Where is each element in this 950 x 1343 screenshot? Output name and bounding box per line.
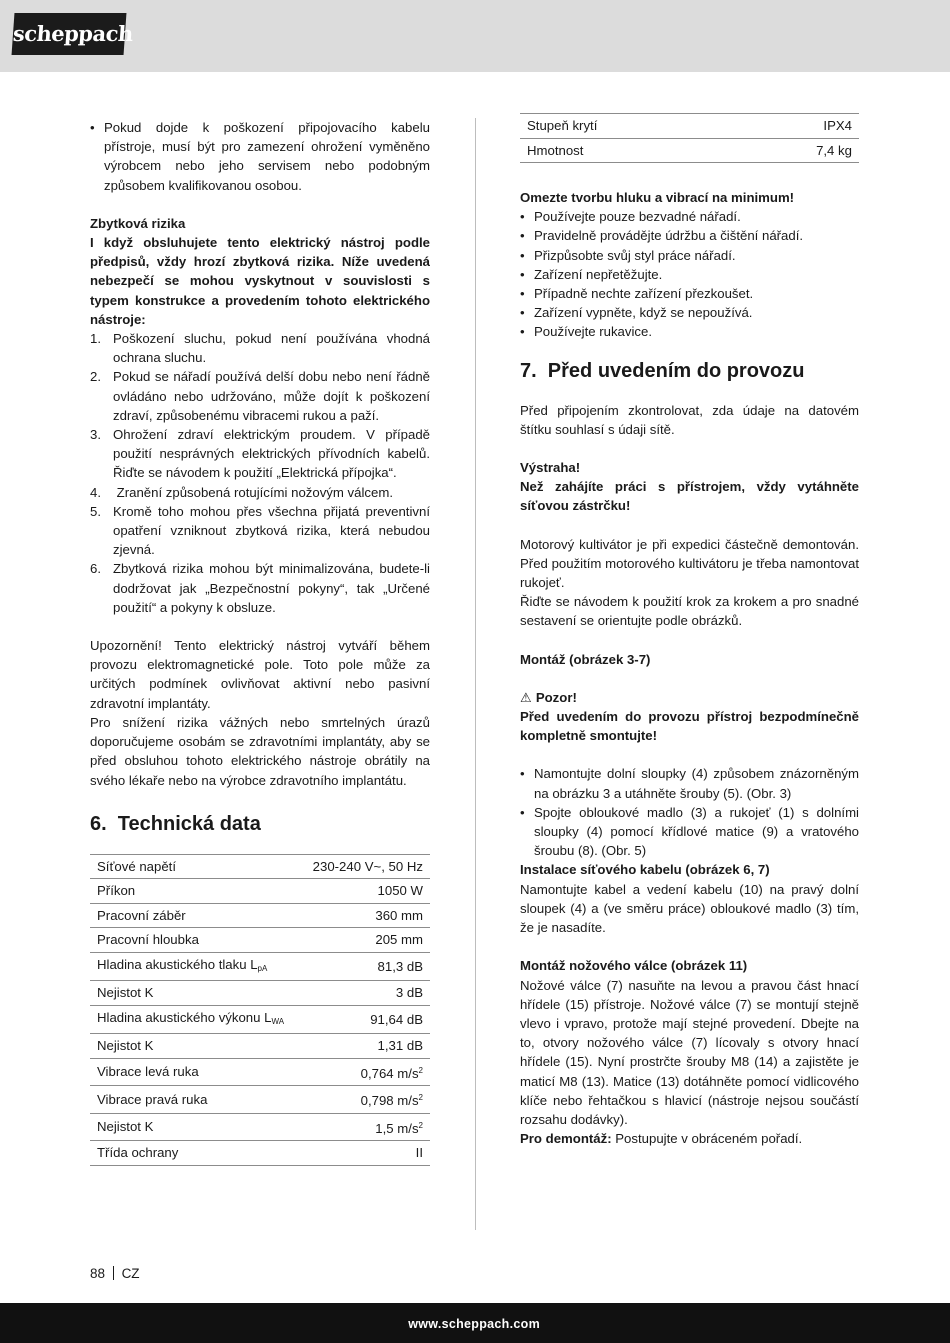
bullet-mark: • [520, 228, 525, 244]
footer-bar [0, 1303, 950, 1343]
item-text: Případně nechte zařízení přezkoušet. [534, 286, 754, 302]
bullet-mark: • [520, 305, 525, 321]
language-code: CZ [121, 1266, 140, 1281]
table-row [90, 952, 430, 981]
caution-title: Pozor! [535, 689, 577, 705]
table-row [90, 854, 430, 879]
row-label [90, 1005, 300, 1034]
shipping-note: Motorový kultivátor je při expedici částečně demontován. Před použitím motorového kultivátoru je třeba namontovat rukojeť. [520, 536, 859, 591]
bullet-mark: • [520, 286, 525, 302]
row-value: 1050 W [300, 879, 430, 904]
item-text: Zbytková rizika mohou být minimalizována, budete-li dodržovat jak „Bezpečnostní pokyny“, tak „Určené použití“ a pokyny k obsluze. [113, 561, 430, 615]
row-value: 91,64 dB [300, 1005, 430, 1034]
table-row [90, 1086, 430, 1114]
item-text: Zařízení vypněte, když se nepoužívá. [534, 305, 753, 321]
page-footer [90, 1264, 140, 1283]
label-text: Hladina akustického tlaku L [97, 956, 258, 972]
table-row [90, 1034, 430, 1059]
value-superscript: 2 [418, 1093, 423, 1103]
row-label [90, 952, 300, 981]
table-row [90, 1113, 430, 1141]
item-text: Zařízení nepřetěžujte. [534, 266, 663, 282]
warning-title: Výstraha! [520, 460, 581, 476]
row-value: 81,3 dB [300, 952, 430, 981]
item-text: Spojte obloukové madlo (3) a rukojeť (1) s dolními sloupky (4) pomocí křídlové matice (9) a vratového šroubu (8). (Obr. 5) [534, 804, 859, 859]
row-label: Třída ochrany [90, 1141, 300, 1166]
list-item [90, 502, 430, 560]
instructions-note: Řiďte se návodem k použití krok za krokem a pro snadné sestavení se orientujte podle obrázků. [520, 594, 859, 629]
item-text: Pravidelně provádějte údržbu a čištění nářadí. [534, 228, 804, 244]
list-item [520, 322, 859, 341]
row-label: Stupeň krytí [520, 114, 733, 139]
item-number: 4. [90, 484, 101, 500]
row-label: Pracovní hloubka [90, 928, 300, 953]
list-item [90, 483, 430, 502]
footer-separator [113, 1266, 114, 1280]
list-item [520, 303, 859, 322]
row-label: Nejistot K [90, 1034, 300, 1059]
brand-logo: scheppach [12, 13, 127, 55]
row-label: Síťové napětí [90, 854, 300, 879]
list-item [90, 367, 430, 425]
warning-text: Než zahájíte práci s přístrojem, vždy vytáhněte síťovou zástrčku! [520, 479, 859, 514]
residual-risks-intro: I když obsluhujete tento elektrický nástroj podle předpisů, vždy hrozí zbytková rizika. Níže uvedená nebezpečí se mohou vyskytnout v souvislosti s typem konstrukce a provedením tohoto elektrického nástroje: [90, 235, 430, 327]
website-link[interactable]: www.scheppach.com [408, 1317, 540, 1331]
row-value: 1,31 dB [300, 1034, 430, 1059]
implant-notice: Pro snížení rizika vážných nebo smrtelných úrazů doporučujeme osobám se zdravotními implantáty, aby se před obsluhou tohoto elektrického nástroje obrátily na svého lékaře nebo na výrobce zdravotního implantátu. [90, 714, 430, 788]
row-value [300, 1113, 430, 1141]
row-value: 230-240 V~, 50 Hz [300, 854, 430, 879]
dismantle-text: Postupujte v obráceném pořadí. [611, 1131, 803, 1147]
row-value [300, 1058, 430, 1086]
list-item [520, 284, 859, 303]
residual-risks-title: Zbytková rizika [90, 215, 186, 231]
row-label: Vibrace pravá ruka [90, 1086, 300, 1114]
right-column [520, 113, 859, 1148]
left-column [90, 118, 430, 1166]
row-value: II [300, 1141, 430, 1166]
section-6-title: 6. Technická data [90, 812, 261, 835]
row-label: Hmotnost [520, 138, 733, 163]
row-value: 360 mm [300, 903, 430, 928]
table-row [90, 928, 430, 953]
item-text: Používejte pouze bezvadné nářadí. [534, 209, 741, 225]
emf-notice: Upozornění! Tento elektrický nástroj vytváří během provozu elektromagnetické pole. Toto pole může za určitých podmínek ovlivňovat aktivní nebo pasivní zdravotní implantáty. [90, 638, 430, 711]
table-row [90, 1005, 430, 1034]
caution-heading [520, 688, 859, 707]
row-label: Vibrace levá ruka [90, 1058, 300, 1086]
bullet-mark: • [520, 324, 525, 340]
assembly-title: Montáž (obrázek 3-7) [520, 651, 651, 667]
item-text: Pokud se nářadí používá delší dobu nebo není řádně ovládáno nebo udržováno, může dojít k poškození zdraví, způsobenému vibracemi rukou a paží. [113, 369, 430, 423]
row-value: 7,4 kg [733, 138, 859, 163]
cable-warning-text: Pokud dojde k poškození připojovacího kabelu přístroje, musí být pro zamezení ohrožení vyměněno výrobcem nebo jeho servisem nebo podobným způsobem kvalifikovanou osobou. [104, 120, 430, 193]
tech-data-table-continued [520, 113, 859, 163]
bullet-mark: • [520, 766, 525, 782]
list-item [90, 559, 430, 617]
dismantle-note [520, 1129, 859, 1148]
table-row [520, 138, 859, 163]
label-text: Hladina akustického výkonu L [97, 1009, 272, 1025]
caution-text: Před uvedením do provozu přístroj bezpodmínečně kompletně smontujte! [520, 709, 859, 744]
value-text: 0,764 m/s [360, 1065, 419, 1081]
item-text: Přizpůsobte svůj styl práce nářadí. [534, 247, 736, 263]
table-row [90, 981, 430, 1006]
list-item [520, 764, 859, 802]
row-value: 205 mm [300, 928, 430, 953]
row-label: Nejistot K [90, 1113, 300, 1141]
residual-risks-list [90, 329, 430, 617]
assembly-list [520, 764, 859, 860]
noise-list [520, 207, 859, 341]
bullet-mark: • [520, 247, 525, 263]
list-item [520, 226, 859, 245]
column-divider [475, 118, 476, 1230]
bullet-mark: • [520, 209, 525, 225]
item-number: 6. [90, 561, 101, 577]
item-text: Ohrožení zdraví elektrickým proudem. V případě použití nesprávných elektrických přívodních kabelů. Řiďte se návodem k použití „Elektrická přípojka“. [113, 427, 430, 481]
row-label: Nejistot K [90, 981, 300, 1006]
bullet-mark: • [520, 804, 525, 820]
item-number: 2. [90, 369, 101, 385]
table-row [520, 114, 859, 139]
item-number: 5. [90, 503, 101, 519]
header-bar [0, 0, 950, 72]
list-item [90, 118, 430, 195]
item-text: Kromě toho mohou přes všechna přijatá preventivní opatření vzniknout zbytková rizika, která nebudou zjevná. [113, 503, 430, 558]
list-item [90, 329, 430, 367]
item-text: Používejte rukavice. [534, 324, 653, 340]
cable-install-text: Namontujte kabel a vedení kabelu (10) na pravý dolní sloupek (4) a (ve směru práce) obloukové madlo (3) tím, že je nasadíte. [520, 881, 859, 936]
row-value [300, 1086, 430, 1114]
dismantle-label: Pro demontáž: [520, 1131, 612, 1147]
row-label: Příkon [90, 879, 300, 904]
knife-roller-title: Montáž nožového válce (obrázek 11) [520, 958, 748, 974]
section-7-title: 7. Před uvedením do provozu [520, 359, 805, 382]
page-number: 88 [90, 1266, 106, 1281]
tech-data-table [90, 854, 430, 1166]
connection-check-text: Před připojením zkontrolovat, zda údaje na datovém štítku souhlasí s údaji sítě. [520, 402, 859, 437]
value-superscript: 2 [418, 1065, 423, 1075]
cable-install-title: Instalace síťového kabelu (obrázek 6, 7) [520, 862, 770, 878]
list-item [90, 425, 430, 483]
value-text: 0,798 m/s [360, 1093, 419, 1109]
item-text: Namontujte dolní sloupky (4) způsobem znázorněným na obrázku 3 a utáhněte šrouby (5). (Obr. 3) [534, 766, 859, 801]
list-item [520, 803, 859, 861]
table-row [90, 903, 430, 928]
table-row [90, 1141, 430, 1166]
bullet-mark: • [90, 120, 95, 135]
row-value: 3 dB [300, 981, 430, 1006]
item-text: Zranění způsobená rotujícími nožovým válcem. [113, 484, 393, 500]
value-text: 1,5 m/s [375, 1120, 419, 1136]
label-subscript: pA [257, 963, 268, 973]
bullet-mark: • [520, 266, 525, 282]
list-item [520, 207, 859, 226]
table-row [90, 879, 430, 904]
label-subscript: WA [271, 1016, 285, 1026]
warning-triangle-icon: ⚠ [520, 689, 532, 705]
item-text: Poškození sluchu, pokud není používána vhodná ochrana sluchu. [113, 331, 430, 366]
item-number: 1. [90, 331, 101, 347]
list-item [520, 246, 859, 265]
list-item [520, 265, 859, 284]
table-row [90, 1058, 430, 1086]
row-label: Pracovní záběr [90, 903, 300, 928]
noise-title: Omezte tvorbu hluku a vibrací na minimum! [520, 190, 795, 205]
item-number: 3. [90, 427, 101, 443]
row-value: IPX4 [733, 114, 859, 139]
knife-roller-text: Nožové válce (7) nasuňte na levou a pravou část hnací hřídele (15) přístroje. Nožové válce (7) se montují stejně vlevo i vpravo, protože mají stejné provedení. Dbejte na to, otvory nožového válce (7) lícovaly s otvory hnací hřídele (15). Nyní prostrčte šrouby M8 (14) a zajistěte je maticí M8 (13). Matice (13) dotáhněte pomocí vidlicového klíče nebo řehtačkou s hlavicí (nástroje nejsou součástí rozsahu dodávky). [520, 977, 859, 1127]
value-superscript: 2 [418, 1120, 423, 1130]
